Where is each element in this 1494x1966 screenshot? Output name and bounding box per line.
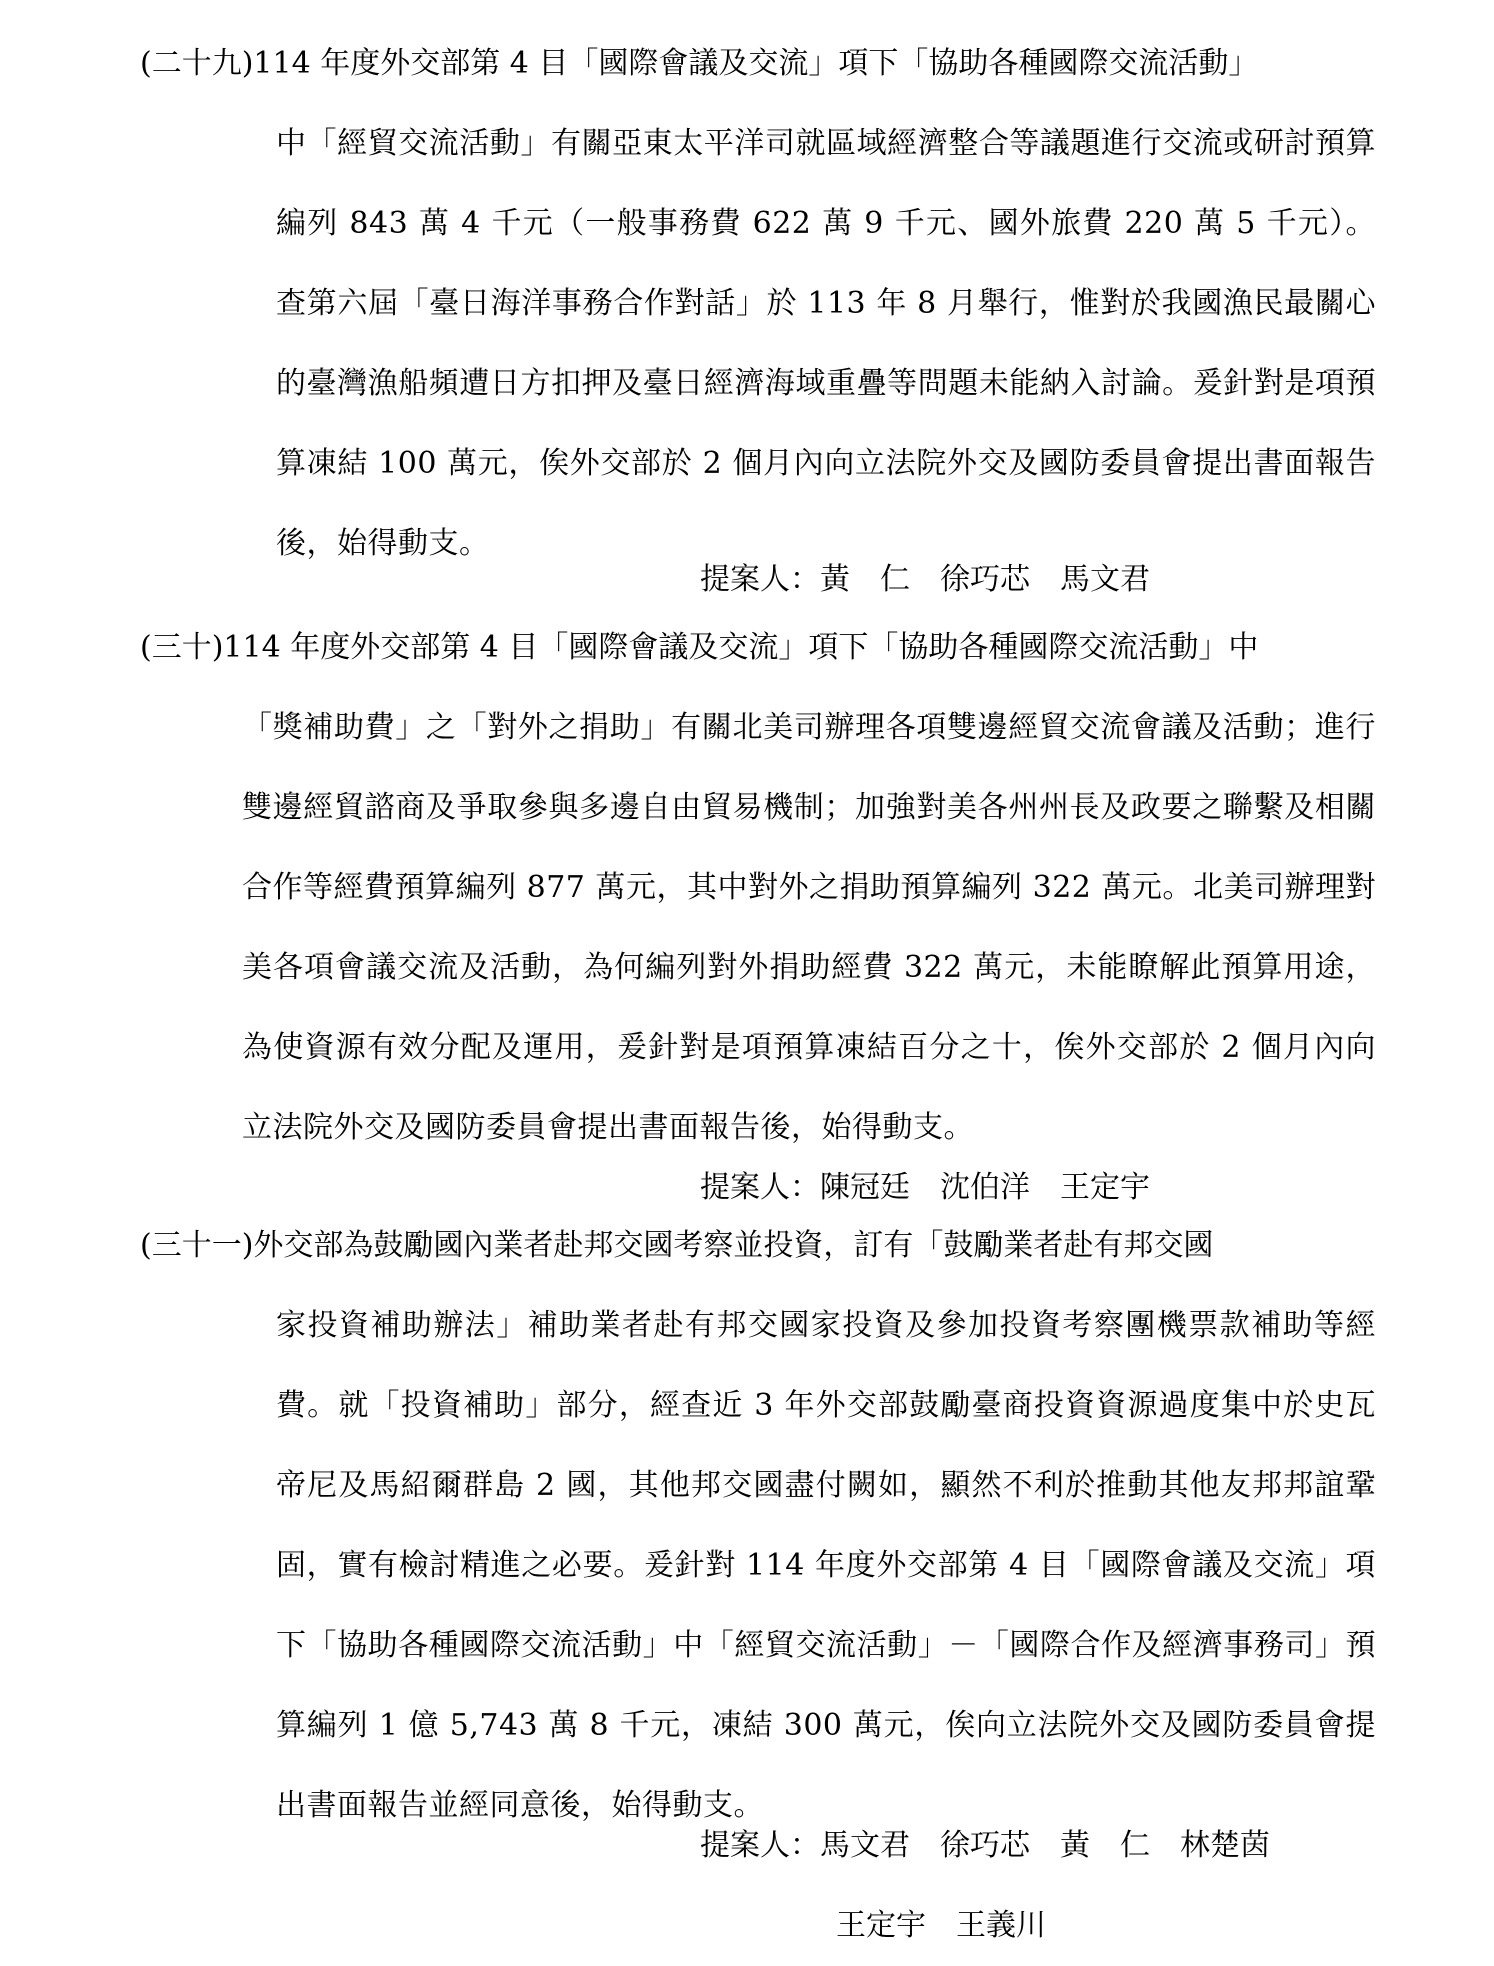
proposer-line-continued	[836, 1886, 1046, 1966]
item-body-text: 「獎補助費」之「對外之捐助」有關北美司辦理各項雙邊經貿交流會議及活動；進行雙邊經貿諮商及爭取參與多邊自由貿易機制；加強對美各州州長及政要之聯繫及相關合作等經費預算編列 877 萬元，其中對外之捐助預算編列 322 萬元。北美司辦理對美各項會議交流及活動，為何編列對外捐助經費 322 萬元，未能瞭解此預算用途，為使資源有效分配及運用，爰針對是項預算凍結百分之十，俟外交部於 2 個月內向立法院外交及國防委員會提出書面報告後，始得動支。	[242, 710, 1376, 1145]
proposer-line	[700, 1806, 1270, 1886]
item-number: (二十九)	[140, 46, 254, 81]
item-label	[140, 24, 1258, 104]
item-number: (三十一)	[140, 1228, 254, 1263]
proposer-label: 提案人：	[700, 562, 820, 597]
item-body-text: 中「經貿交流活動」有關亞東太平洋司就區域經濟整合等議題進行交流或研討預算編列 843 萬 4 千元（一般事務費 622 萬 9 千元、國外旅費 220 萬 5 千元）。查第六屆「臺日海洋事務合作對話」於 113 年 8 月舉行，惟對於我國漁民最關心的臺灣漁船頻遭日方扣押及臺日經濟海域重疊等問題未能納入討論。爰針對是項預算凍結 100 萬元，俟外交部於 2 個月內向立法院外交及國防委員會提出書面報告後，始得動支。	[276, 126, 1376, 561]
proposer-names: 馬文君 徐巧芯 黃 仁 林楚茵	[820, 1828, 1270, 1863]
proposer-names: 王定宇 王義川	[836, 1908, 1046, 1943]
item-number: (三十)	[140, 630, 224, 665]
item-label	[140, 1206, 1213, 1286]
item-first-line: 114 年度外交部第 4 目「國際會議及交流」項下「協助各種國際交流活動」中	[223, 630, 1259, 665]
proposer-label: 提案人：	[700, 1170, 820, 1205]
proposer-names: 陳冠廷 沈伯洋 王定宇	[820, 1170, 1150, 1205]
item-label	[140, 608, 1258, 688]
proposer-names: 黃 仁 徐巧芯 馬文君	[820, 562, 1150, 597]
item-body-text: 家投資補助辦法」補助業者赴有邦交國家投資及參加投資考察團機票款補助等經費。就「投資補助」部分，經查近 3 年外交部鼓勵臺商投資資源過度集中於史瓦帝尼及馬紹爾群島 2 國，其他邦交國盡付闕如，顯然不利於推動其他友邦邦誼鞏固，實有檢討精進之必要。爰針對 114 年度外交部第 4 目「國際會議及交流」項下「協助各種國際交流活動」中「經貿交流活動」－「國際合作及經濟事務司」預算編列 1 億 5,743 萬 8 千元，凍結 300 萬元，俟向立法院外交及國防委員會提出書面報告並經同意後，始得動支。	[276, 1308, 1376, 1823]
proposer-label: 提案人：	[700, 1828, 820, 1863]
item-first-line: 114 年度外交部第 4 目「國際會議及交流」項下「協助各種國際交流活動」	[253, 46, 1259, 81]
item-first-line: 外交部為鼓勵國內業者赴邦交國考察並投資，訂有「鼓勵業者赴有邦交國	[253, 1228, 1214, 1263]
